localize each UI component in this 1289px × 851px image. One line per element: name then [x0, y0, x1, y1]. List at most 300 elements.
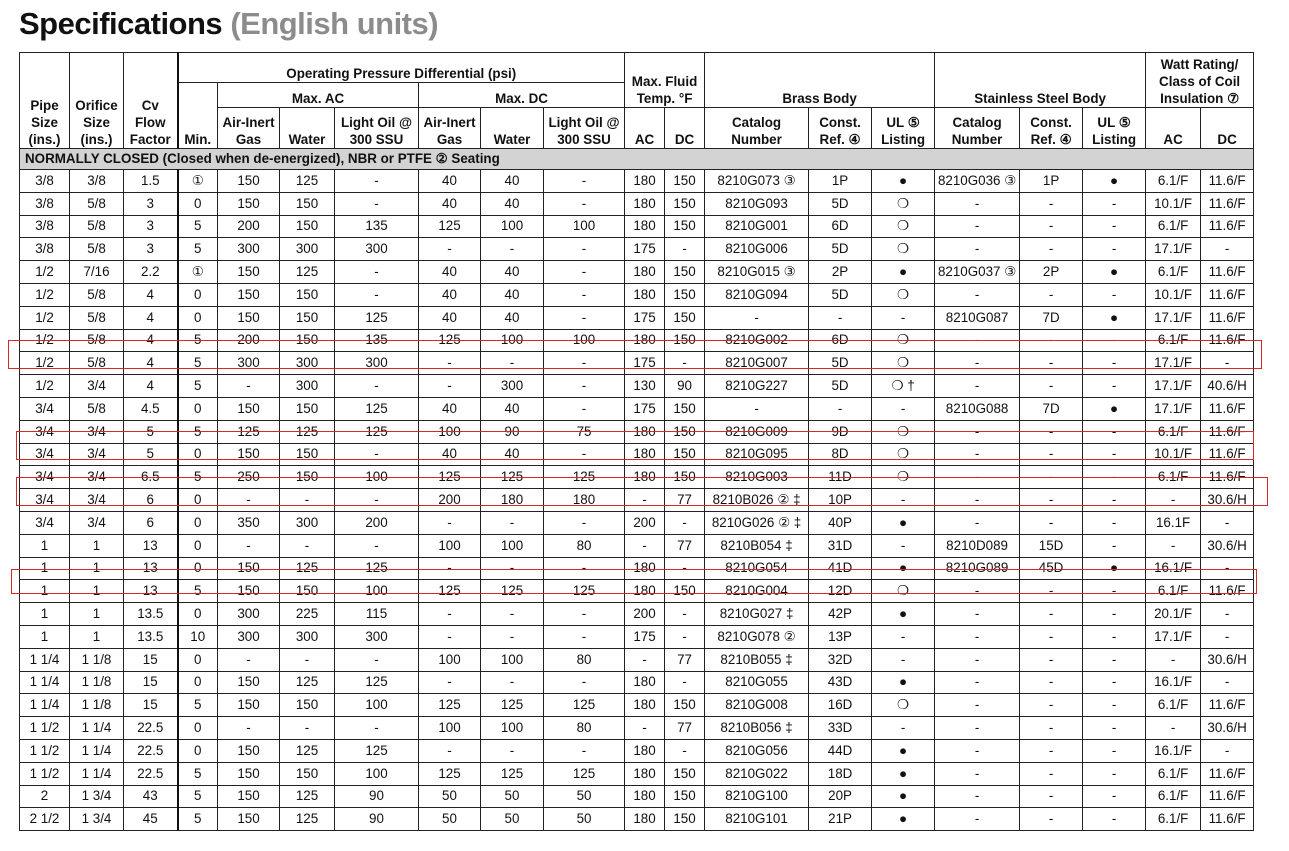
cell-brass-const-ref: 41D: [809, 557, 872, 580]
cell-ss-const-ref: -: [1020, 739, 1083, 762]
cell-orifice-size: 1: [70, 580, 124, 603]
cell-dc-light-oil: 125: [544, 694, 625, 717]
cell-ss-catalog-number: 8210D089: [935, 534, 1020, 557]
cell-temp-dc: 150: [665, 466, 705, 489]
cell-ac-water: 125: [280, 671, 335, 694]
cell-ss-ul-listing: -: [1083, 580, 1146, 603]
header-dc-water: Water: [481, 108, 544, 149]
cell-ss-ul-listing: -: [1083, 694, 1146, 717]
cell-brass-const-ref: 6D: [809, 215, 872, 238]
cell-watt-dc: 30.6/H: [1201, 534, 1254, 557]
cell-temp-dc: 150: [665, 170, 705, 193]
cell-dc-water: -: [481, 625, 544, 648]
cell-watt-ac: 16.1/F: [1146, 739, 1201, 762]
cell-dc-light-oil: 100: [544, 215, 625, 238]
cell-orifice-size: 1: [70, 625, 124, 648]
cell-dc-air-inert-gas: -: [419, 603, 481, 626]
cell-pipe-size: 1/2: [20, 283, 70, 306]
cell-ac-light-oil: 125: [335, 557, 419, 580]
cell-min: 5: [178, 580, 218, 603]
cell-brass-const-ref: 5D: [809, 352, 872, 375]
header-ss-catalog-number: Catalog Number: [935, 108, 1020, 149]
cell-temp-dc: 150: [665, 283, 705, 306]
cell-orifice-size: 1 1/8: [70, 671, 124, 694]
cell-dc-air-inert-gas: 100: [419, 717, 481, 740]
cell-orifice-size: 5/8: [70, 283, 124, 306]
cell-ac-light-oil: 125: [335, 420, 419, 443]
cell-pipe-size: 1/2: [20, 352, 70, 375]
cell-ac-water: 125: [280, 739, 335, 762]
table-row: [20, 261, 1254, 284]
cell-watt-ac: 20.1/F: [1146, 603, 1201, 626]
cell-ss-ul-listing: -: [1083, 283, 1146, 306]
cell-brass-const-ref: -: [809, 306, 872, 329]
cell-pipe-size: 1: [20, 557, 70, 580]
table-row: [20, 762, 1254, 785]
cell-min: 5: [178, 375, 218, 398]
cell-pipe-size: 3/4: [20, 466, 70, 489]
cell-ac-air-inert-gas: 125: [218, 420, 280, 443]
cell-ss-catalog-number: -: [935, 511, 1020, 534]
cell-ss-catalog-number: 8210G037 ③: [935, 261, 1020, 284]
cell-cv-flow-factor: 6: [124, 489, 178, 512]
cell-ac-water: 125: [280, 170, 335, 193]
cell-dc-light-oil: 125: [544, 762, 625, 785]
cell-watt-dc: 11.6/F: [1201, 762, 1254, 785]
cell-temp-ac: 175: [625, 352, 665, 375]
cell-ac-water: 150: [280, 443, 335, 466]
cell-ss-ul-listing: -: [1083, 466, 1146, 489]
cell-ss-const-ref: -: [1020, 329, 1083, 352]
cell-ss-catalog-number: -: [935, 717, 1020, 740]
cell-dc-air-inert-gas: -: [419, 238, 481, 261]
table-row: [20, 625, 1254, 648]
cell-min: 0: [178, 443, 218, 466]
cell-ac-water: 150: [280, 466, 335, 489]
cell-temp-dc: 150: [665, 694, 705, 717]
cell-brass-ul-listing: ❍: [872, 283, 935, 306]
cell-brass-const-ref: 16D: [809, 694, 872, 717]
cell-ac-air-inert-gas: 150: [218, 443, 280, 466]
cell-brass-ul-listing: ●: [872, 671, 935, 694]
cell-brass-ul-listing: -: [872, 648, 935, 671]
cell-dc-light-oil: 80: [544, 534, 625, 557]
cell-dc-air-inert-gas: -: [419, 375, 481, 398]
cell-watt-ac: 6.1/F: [1146, 170, 1201, 193]
cell-ss-const-ref: 2P: [1020, 261, 1083, 284]
cell-ac-light-oil: 90: [335, 785, 419, 808]
cell-brass-ul-listing: ❍: [872, 215, 935, 238]
cell-brass-catalog-number: 8210G007: [705, 352, 809, 375]
cell-dc-air-inert-gas: 40: [419, 306, 481, 329]
cell-dc-light-oil: 80: [544, 717, 625, 740]
cell-ac-air-inert-gas: 300: [218, 625, 280, 648]
cell-ss-const-ref: -: [1020, 238, 1083, 261]
cell-brass-const-ref: 20P: [809, 785, 872, 808]
header-brass-ul-listing: UL ⑤ Listing: [872, 108, 935, 149]
header-watt-dc: DC: [1201, 108, 1254, 149]
cell-temp-ac: 180: [625, 443, 665, 466]
cell-brass-const-ref: 1P: [809, 170, 872, 193]
cell-ac-water: 300: [280, 511, 335, 534]
cell-min: 5: [178, 420, 218, 443]
cell-dc-light-oil: 80: [544, 648, 625, 671]
cell-pipe-size: 1 1/2: [20, 762, 70, 785]
cell-pipe-size: 3/8: [20, 192, 70, 215]
cell-ss-const-ref: 7D: [1020, 397, 1083, 420]
cell-dc-water: 125: [481, 694, 544, 717]
cell-temp-ac: 180: [625, 329, 665, 352]
table-row: [20, 717, 1254, 740]
cell-cv-flow-factor: 15: [124, 671, 178, 694]
cell-dc-light-oil: -: [544, 671, 625, 694]
cell-orifice-size: 5/8: [70, 397, 124, 420]
cell-dc-water: 100: [481, 534, 544, 557]
cell-watt-dc: -: [1201, 352, 1254, 375]
cell-temp-dc: -: [665, 625, 705, 648]
header-ss-ul-listing: UL ⑤ Listing: [1083, 108, 1146, 149]
cell-temp-dc: 150: [665, 580, 705, 603]
cell-ac-light-oil: -: [335, 261, 419, 284]
cell-temp-dc: 150: [665, 192, 705, 215]
cell-min: 5: [178, 238, 218, 261]
cell-brass-ul-listing: -: [872, 625, 935, 648]
cell-ac-light-oil: 300: [335, 352, 419, 375]
cell-ss-catalog-number: -: [935, 238, 1020, 261]
cell-ac-water: 125: [280, 557, 335, 580]
cell-brass-const-ref: 10P: [809, 489, 872, 512]
cell-orifice-size: 5/8: [70, 352, 124, 375]
cell-brass-catalog-number: 8210G009: [705, 420, 809, 443]
cell-ac-air-inert-gas: -: [218, 717, 280, 740]
table-row: [20, 694, 1254, 717]
cell-temp-ac: 200: [625, 511, 665, 534]
cell-ac-air-inert-gas: 150: [218, 192, 280, 215]
cell-watt-ac: 17.1/F: [1146, 238, 1201, 261]
cell-watt-dc: 11.6/F: [1201, 694, 1254, 717]
cell-brass-ul-listing: ●: [872, 557, 935, 580]
cell-ac-water: 150: [280, 215, 335, 238]
cell-dc-air-inert-gas: 40: [419, 261, 481, 284]
cell-dc-air-inert-gas: -: [419, 557, 481, 580]
specifications-table: [19, 52, 1254, 831]
table-row: [20, 283, 1254, 306]
cell-orifice-size: 3/4: [70, 511, 124, 534]
cell-ss-ul-listing: -: [1083, 489, 1146, 512]
cell-dc-water: -: [481, 603, 544, 626]
cell-brass-ul-listing: ●: [872, 261, 935, 284]
header-ac-air-inert-gas: Air-Inert Gas: [218, 108, 280, 149]
cell-brass-catalog-number: 8210G100: [705, 785, 809, 808]
cell-ss-catalog-number: -: [935, 352, 1020, 375]
cell-dc-air-inert-gas: -: [419, 352, 481, 375]
cell-orifice-size: 1 1/8: [70, 648, 124, 671]
cell-brass-const-ref: 5D: [809, 375, 872, 398]
cell-ss-ul-listing: -: [1083, 808, 1146, 831]
cell-dc-light-oil: -: [544, 352, 625, 375]
cell-cv-flow-factor: 15: [124, 648, 178, 671]
cell-cv-flow-factor: 22.5: [124, 762, 178, 785]
cell-temp-ac: 180: [625, 466, 665, 489]
cell-ac-air-inert-gas: 150: [218, 306, 280, 329]
cell-watt-ac: 6.1/F: [1146, 261, 1201, 284]
header-dc-air-inert-gas: Air-Inert Gas: [419, 108, 481, 149]
cell-ss-const-ref: -: [1020, 648, 1083, 671]
cell-orifice-size: 5/8: [70, 215, 124, 238]
cell-min: 10: [178, 625, 218, 648]
cell-pipe-size: 1/2: [20, 329, 70, 352]
cell-min: 5: [178, 352, 218, 375]
cell-watt-dc: 11.6/F: [1201, 261, 1254, 284]
cell-watt-ac: 10.1/F: [1146, 443, 1201, 466]
cell-ss-ul-listing: -: [1083, 420, 1146, 443]
header-brass-body: Brass Body: [705, 53, 935, 108]
cell-ss-const-ref: -: [1020, 808, 1083, 831]
cell-cv-flow-factor: 4: [124, 283, 178, 306]
cell-temp-ac: 175: [625, 397, 665, 420]
cell-ac-air-inert-gas: 150: [218, 261, 280, 284]
cell-temp-dc: 90: [665, 375, 705, 398]
cell-ac-air-inert-gas: 200: [218, 215, 280, 238]
cell-ac-air-inert-gas: 150: [218, 785, 280, 808]
cell-brass-ul-listing: ❍: [872, 192, 935, 215]
cell-ac-light-oil: 115: [335, 603, 419, 626]
cell-ss-ul-listing: -: [1083, 352, 1146, 375]
cell-min: 5: [178, 215, 218, 238]
cell-ac-water: 125: [280, 785, 335, 808]
cell-ss-ul-listing: ●: [1083, 170, 1146, 193]
cell-brass-catalog-number: 8210G002: [705, 329, 809, 352]
cell-ss-const-ref: 1P: [1020, 170, 1083, 193]
cell-dc-water: 50: [481, 808, 544, 831]
cell-watt-ac: 6.1/F: [1146, 808, 1201, 831]
cell-ac-air-inert-gas: 150: [218, 671, 280, 694]
cell-orifice-size: 1 3/4: [70, 785, 124, 808]
header-watt-ac: AC: [1146, 108, 1201, 149]
cell-orifice-size: 1: [70, 534, 124, 557]
cell-ac-air-inert-gas: 150: [218, 283, 280, 306]
cell-min: 5: [178, 785, 218, 808]
cell-dc-air-inert-gas: 40: [419, 443, 481, 466]
cell-ac-light-oil: 125: [335, 397, 419, 420]
table-row: [20, 808, 1254, 831]
cell-ac-water: 150: [280, 283, 335, 306]
cell-brass-catalog-number: 8210B026 ② ‡: [705, 489, 809, 512]
cell-dc-light-oil: -: [544, 192, 625, 215]
cell-watt-ac: 17.1/F: [1146, 397, 1201, 420]
cell-temp-ac: 180: [625, 785, 665, 808]
cell-dc-air-inert-gas: 125: [419, 215, 481, 238]
cell-ss-ul-listing: -: [1083, 215, 1146, 238]
cell-brass-ul-listing: ❍: [872, 329, 935, 352]
cell-orifice-size: 5/8: [70, 238, 124, 261]
cell-ac-air-inert-gas: 300: [218, 352, 280, 375]
cell-dc-water: 125: [481, 580, 544, 603]
cell-ac-air-inert-gas: 150: [218, 762, 280, 785]
cell-temp-dc: 150: [665, 397, 705, 420]
cell-ac-light-oil: 100: [335, 762, 419, 785]
cell-pipe-size: 1/2: [20, 306, 70, 329]
cell-dc-light-oil: -: [544, 625, 625, 648]
table-row: [20, 306, 1254, 329]
cell-watt-dc: 11.6/F: [1201, 306, 1254, 329]
cell-cv-flow-factor: 43: [124, 785, 178, 808]
cell-ss-catalog-number: 8210G088: [935, 397, 1020, 420]
cell-brass-const-ref: 12D: [809, 580, 872, 603]
cell-brass-const-ref: 43D: [809, 671, 872, 694]
cell-dc-light-oil: -: [544, 238, 625, 261]
cell-orifice-size: 5/8: [70, 192, 124, 215]
cell-ac-light-oil: -: [335, 375, 419, 398]
cell-temp-ac: 180: [625, 762, 665, 785]
cell-dc-water: -: [481, 352, 544, 375]
cell-ss-const-ref: -: [1020, 785, 1083, 808]
cell-ac-water: 125: [280, 420, 335, 443]
cell-dc-air-inert-gas: 40: [419, 192, 481, 215]
cell-brass-ul-listing: ●: [872, 785, 935, 808]
cell-ss-catalog-number: -: [935, 694, 1020, 717]
cell-ss-catalog-number: 8210G087: [935, 306, 1020, 329]
cell-ac-light-oil: 200: [335, 511, 419, 534]
table-row: [20, 603, 1254, 626]
cell-dc-water: 100: [481, 717, 544, 740]
header-cv-flow-factor: Cv Flow Factor: [124, 53, 178, 149]
cell-ac-water: 150: [280, 762, 335, 785]
cell-temp-ac: 180: [625, 192, 665, 215]
cell-dc-air-inert-gas: 100: [419, 420, 481, 443]
cell-min: 5: [178, 466, 218, 489]
cell-ss-const-ref: -: [1020, 511, 1083, 534]
cell-watt-dc: 11.6/F: [1201, 808, 1254, 831]
cell-ss-catalog-number: -: [935, 420, 1020, 443]
cell-ac-light-oil: -: [335, 170, 419, 193]
cell-ss-ul-listing: -: [1083, 671, 1146, 694]
cell-ac-light-oil: -: [335, 534, 419, 557]
cell-brass-ul-listing: -: [872, 534, 935, 557]
cell-brass-catalog-number: 8210G003: [705, 466, 809, 489]
cell-ss-catalog-number: -: [935, 215, 1020, 238]
cell-ss-const-ref: -: [1020, 489, 1083, 512]
cell-dc-water: 40: [481, 397, 544, 420]
cell-brass-ul-listing: -: [872, 489, 935, 512]
cell-pipe-size: 1: [20, 603, 70, 626]
cell-watt-dc: 11.6/F: [1201, 170, 1254, 193]
table-header: [20, 53, 1254, 149]
cell-orifice-size: 1 1/4: [70, 739, 124, 762]
cell-watt-dc: -: [1201, 603, 1254, 626]
cell-watt-dc: 11.6/F: [1201, 466, 1254, 489]
cell-min: 0: [178, 557, 218, 580]
cell-ac-air-inert-gas: -: [218, 648, 280, 671]
cell-ss-catalog-number: 8210G036 ③: [935, 170, 1020, 193]
cell-brass-ul-listing: -: [872, 717, 935, 740]
cell-ss-ul-listing: -: [1083, 625, 1146, 648]
cell-ac-water: 125: [280, 261, 335, 284]
cell-cv-flow-factor: 4: [124, 352, 178, 375]
cell-dc-air-inert-gas: 125: [419, 466, 481, 489]
cell-dc-water: 90: [481, 420, 544, 443]
header-max-ac: Max. AC: [218, 83, 419, 108]
cell-pipe-size: 1: [20, 625, 70, 648]
header-ss-const-ref: Const. Ref. ④: [1020, 108, 1083, 149]
title-sub: (English units): [230, 6, 439, 41]
cell-temp-dc: 77: [665, 717, 705, 740]
cell-pipe-size: 2 1/2: [20, 808, 70, 831]
cell-ss-const-ref: 15D: [1020, 534, 1083, 557]
cell-ss-const-ref: 45D: [1020, 557, 1083, 580]
cell-brass-catalog-number: -: [705, 306, 809, 329]
cell-min: 0: [178, 192, 218, 215]
cell-dc-water: -: [481, 238, 544, 261]
cell-dc-light-oil: 100: [544, 329, 625, 352]
cell-dc-light-oil: -: [544, 603, 625, 626]
cell-ac-water: 300: [280, 238, 335, 261]
header-ac-light-oil: Light Oil @ 300 SSU: [335, 108, 419, 149]
cell-ac-water: -: [280, 648, 335, 671]
header-watt-rating: Watt Rating/ Class of Coil Insulation ⑦: [1146, 53, 1254, 108]
cell-pipe-size: 1 1/4: [20, 694, 70, 717]
cell-brass-const-ref: 33D: [809, 717, 872, 740]
cell-brass-catalog-number: 8210G027 ‡: [705, 603, 809, 626]
cell-cv-flow-factor: 45: [124, 808, 178, 831]
cell-dc-air-inert-gas: -: [419, 671, 481, 694]
cell-ac-light-oil: 100: [335, 466, 419, 489]
cell-watt-ac: 17.1/F: [1146, 306, 1201, 329]
cell-cv-flow-factor: 5: [124, 443, 178, 466]
cell-watt-ac: 6.1/F: [1146, 762, 1201, 785]
table-row: [20, 375, 1254, 398]
cell-ac-light-oil: 90: [335, 808, 419, 831]
cell-brass-ul-listing: ❍: [872, 238, 935, 261]
cell-watt-ac: 16.1/F: [1146, 671, 1201, 694]
cell-ac-air-inert-gas: -: [218, 375, 280, 398]
cell-dc-light-oil: 180: [544, 489, 625, 512]
cell-watt-dc: 30.6/H: [1201, 717, 1254, 740]
cell-brass-ul-listing: ●: [872, 739, 935, 762]
cell-watt-ac: -: [1146, 534, 1201, 557]
cell-min: 0: [178, 671, 218, 694]
cell-brass-ul-listing: -: [872, 397, 935, 420]
cell-brass-const-ref: 21P: [809, 808, 872, 831]
header-brass-const-ref: Const. Ref. ④: [809, 108, 872, 149]
cell-orifice-size: 7/16: [70, 261, 124, 284]
cell-temp-ac: -: [625, 717, 665, 740]
cell-orifice-size: 3/4: [70, 489, 124, 512]
cell-watt-ac: 6.1/F: [1146, 466, 1201, 489]
cell-pipe-size: 1 1/4: [20, 648, 70, 671]
cell-ac-air-inert-gas: 150: [218, 694, 280, 717]
cell-brass-catalog-number: 8210G001: [705, 215, 809, 238]
cell-dc-water: 40: [481, 192, 544, 215]
cell-pipe-size: 3/4: [20, 443, 70, 466]
cell-watt-ac: 6.1/F: [1146, 420, 1201, 443]
cell-watt-dc: 30.6/H: [1201, 489, 1254, 512]
cell-watt-ac: 16.1F: [1146, 511, 1201, 534]
cell-ss-const-ref: -: [1020, 671, 1083, 694]
cell-watt-dc: 11.6/F: [1201, 397, 1254, 420]
cell-ac-air-inert-gas: 300: [218, 603, 280, 626]
cell-temp-ac: 180: [625, 215, 665, 238]
cell-brass-catalog-number: 8210G022: [705, 762, 809, 785]
cell-min: 5: [178, 808, 218, 831]
cell-cv-flow-factor: 6.5: [124, 466, 178, 489]
cell-brass-ul-listing: ❍: [872, 420, 935, 443]
cell-brass-ul-listing: ❍: [872, 443, 935, 466]
cell-dc-air-inert-gas: 40: [419, 283, 481, 306]
cell-min: 5: [178, 762, 218, 785]
section-label: NORMALLY CLOSED (Closed when de-energized), NBR or PTFE ② Seating: [20, 149, 1254, 170]
cell-min: ①: [178, 261, 218, 284]
